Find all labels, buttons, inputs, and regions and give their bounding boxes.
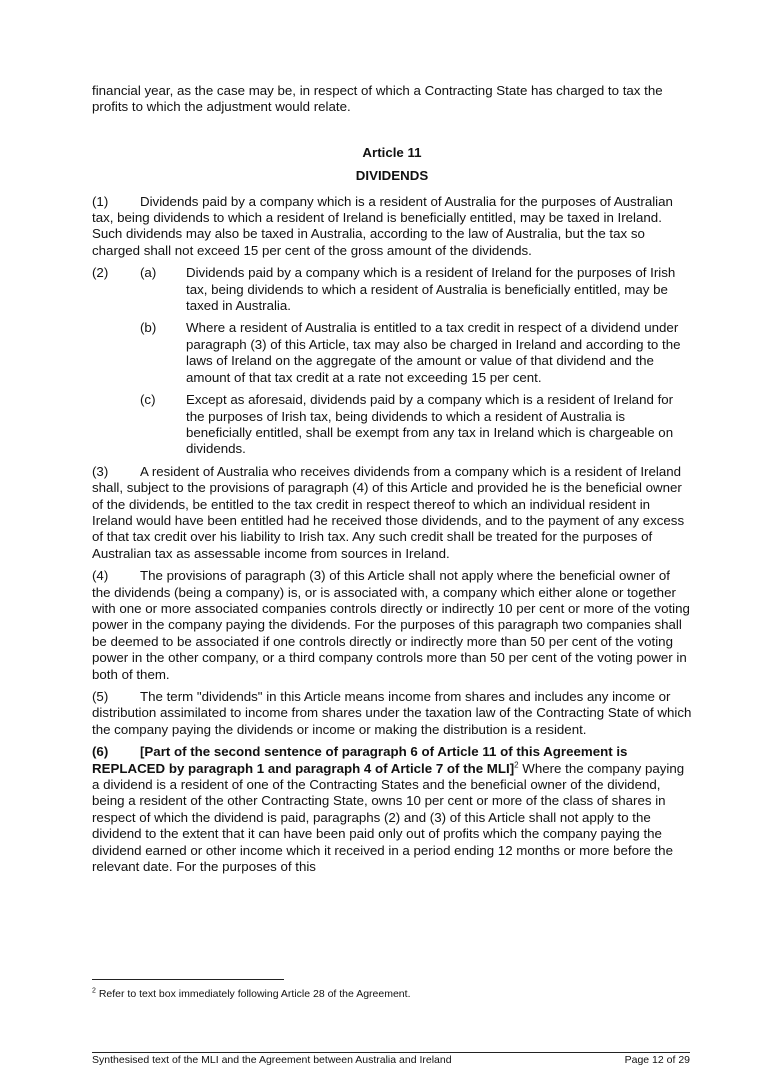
paragraph-number: (6) xyxy=(92,744,109,760)
lead-paragraph: financial year, as the case may be, in respect of which a Contracting State has charged to tax the profits to which the adjustment would relate. xyxy=(92,83,663,115)
paragraph-3 xyxy=(92,464,692,562)
sub-label: (c) xyxy=(140,392,156,408)
page-content xyxy=(92,83,692,881)
paragraph-number: (4) xyxy=(92,568,109,584)
sub-label: (b) xyxy=(140,320,157,336)
paragraph-1 xyxy=(92,194,692,260)
paragraph-text: The provisions of paragraph (3) of this Article shall not apply where the beneficial owner of the dividends (being a company) is, or is associated with, a company which either alone or together with one or more associated companies controls directly or indirectly 10 per cent or more of the voting power in the company paying the dividends. For the purposes of this paragraph two companies shall be deemed to be associated if one controls directly or indirectly more than 50 per cent of the voting power in the other company, or a third company controls more than 50 per cent of the voting power in both of them. xyxy=(92,568,690,682)
paragraph-number: (2) xyxy=(92,265,109,281)
paragraph-text: A resident of Australia who receives dividends from a company which is a resident of Ireland shall, subject to the provisions of paragraph (4) of this Article and provided he is the beneficial owner of the dividends, be entitled to the tax credit in respect thereof to which an individual resident in Ireland would have been entitled had he received those dividends, and to the payment of any excess of that tax credit over his liability to Irish tax. Any such credit shall be treated for the purposes of Australian tax as assessable income from sources in Ireland. xyxy=(92,463,685,561)
sub-label: (a) xyxy=(140,265,157,281)
footnote-marker: 2 xyxy=(92,987,96,995)
paragraph-text: Where the company paying a dividend is a resident of one of the Contracting States and the beneficial owner of the dividend, being a resident of the other Contracting State, owns 10 per cent or more of the class of shares in respect of which the dividend is paid, paragraphs (2) and (3) of this Article shall not apply to the dividend to the extent that it can have been paid only out of profits which the company paying the dividend earned or other income which it received in a period ending 12 months or more before the relevant date. For the purposes of this xyxy=(92,760,685,875)
paragraph-text: Dividends paid by a company which is a resident of Australia for the purposes of Australian tax, being dividends to which a resident of Ireland is beneficially entitled, may be taxed in Ireland. Such dividends may also be taxed in Australia, according to the law of Australia, but the tax so charged shall not exceed 15 per cent of the gross amount of the dividends. xyxy=(92,193,673,258)
paragraph-2a xyxy=(92,265,692,314)
sub-text: Except as aforesaid, dividends paid by a company which is a resident of Ireland for the purposes of Irish tax, being dividends to which a resident of Australia is beneficially entitled, shall be exempt from any tax in Ireland which is chargeable on dividends. xyxy=(186,392,674,457)
paragraph-number: (5) xyxy=(92,689,109,704)
footer-title: Synthesised text of the MLI and the Agreement between Australia and Ireland xyxy=(92,1054,452,1066)
page-footer xyxy=(92,1054,690,1067)
paragraph-2b xyxy=(92,320,692,386)
sub-text: Where a resident of Australia is entitled to a tax credit in respect of a dividend under paragraph (3) of this Article, tax may also be charged in Ireland and according to the laws of Ireland on the aggregate of the amount or value of that dividend and the amount of that tax credit at a rate not exceeding 15 per cent. xyxy=(186,320,681,385)
footnote-ref[interactable]: 2 xyxy=(514,760,519,770)
mli-replacement-note: [Part of the second sentence of paragraph 6 of Article 11 of this Agreement is REPLACED by paragraph 1 and paragraph 4 of Article 7 of the MLI] xyxy=(92,744,628,776)
footnote-text: Refer to text box immediately following Article 28 of the Agreement. xyxy=(95,988,411,1000)
paragraph-5 xyxy=(92,689,692,738)
article-name: DIVIDENDS xyxy=(355,168,429,184)
footer-divider xyxy=(92,1052,690,1053)
sub-text: Dividends paid by a company which is a resident of Ireland for the purposes of Irish tax, being dividends to which a resident of Australia is beneficially entitled, may be taxed in Australia. xyxy=(186,265,676,314)
footnote-divider xyxy=(92,979,284,980)
paragraph-6 xyxy=(92,744,692,875)
paragraph-4 xyxy=(92,568,692,683)
paragraph-2c xyxy=(92,392,692,458)
paragraph-number: (3) xyxy=(92,463,109,479)
paragraph-text: The term "dividends" in this Article means income from shares and includes any income or distribution assimilated to income from shares under the taxation law of the Contracting State of which the company paying the dividends or income or making the distribution is a resident. xyxy=(92,689,692,737)
article-title: Article 11 xyxy=(362,144,422,160)
page-number: Page 12 of 29 xyxy=(624,1054,690,1066)
paragraph-number: (1) xyxy=(92,193,109,209)
footnote xyxy=(92,988,410,1001)
